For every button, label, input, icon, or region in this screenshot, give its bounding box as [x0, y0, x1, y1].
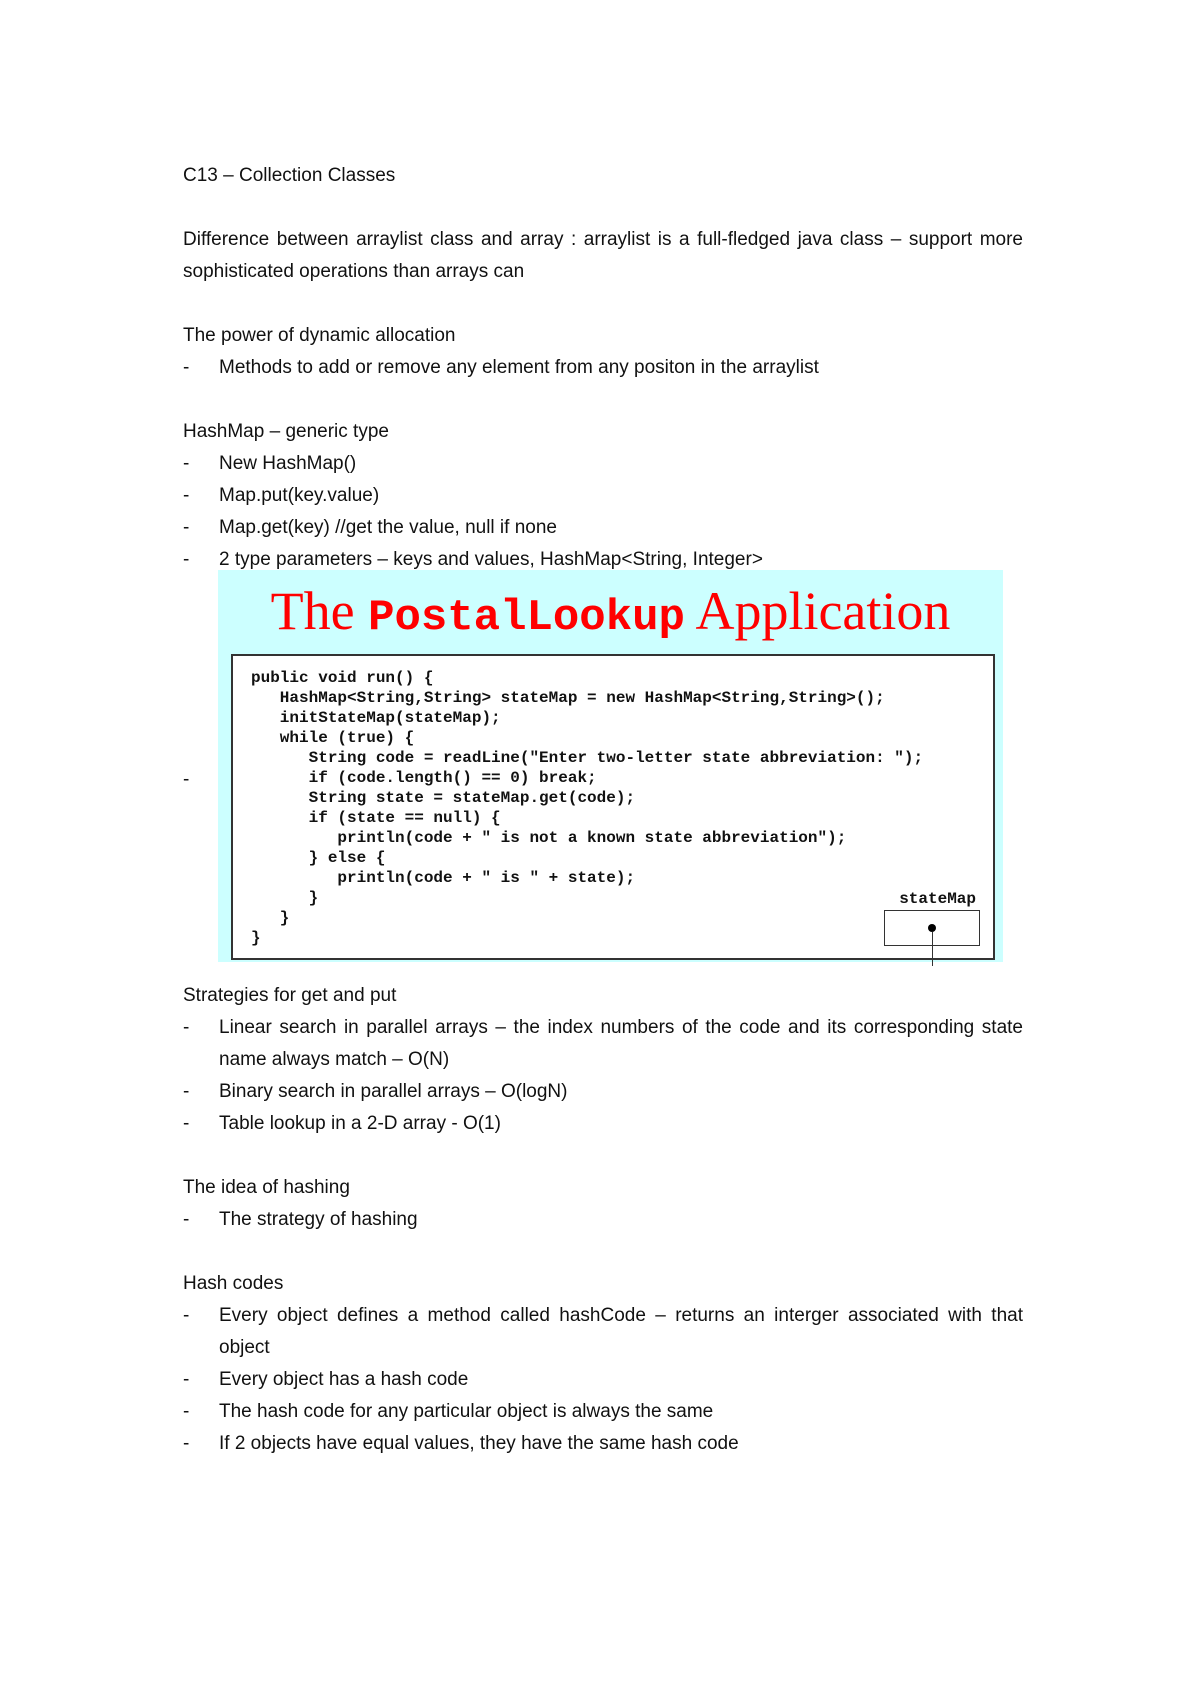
- section-heading-hash-codes: Hash codes: [183, 1273, 284, 1294]
- code-line: }: [251, 889, 319, 907]
- postal-lookup-figure: [218, 570, 1003, 962]
- section-heading-strategies: Strategies for get and put: [183, 985, 397, 1006]
- bullet-item: [183, 480, 1023, 512]
- bullet-dash: -: [183, 1369, 190, 1390]
- bullet-text: 2 type parameters – keys and values, HashMap<String, Integer>: [219, 549, 763, 570]
- bullet-item: [183, 1076, 1023, 1108]
- section-heading-hashmap: HashMap – generic type: [183, 421, 389, 442]
- code-line: public void run() {: [251, 669, 434, 687]
- bullet-item: [183, 1108, 1023, 1140]
- bullet-item: [183, 1428, 1023, 1460]
- bullet-item: [183, 448, 1023, 480]
- code-line: } else {: [251, 849, 386, 867]
- code-line: }: [251, 929, 261, 947]
- bullet-dash: -: [183, 517, 190, 538]
- bullet-dash: -: [183, 357, 190, 378]
- bullet-item: [183, 1364, 1023, 1396]
- bullet-item: [183, 1396, 1023, 1428]
- bullet-item: [183, 1012, 1023, 1076]
- code-line: String state = stateMap.get(code);: [251, 789, 636, 807]
- code-line: if (state == null) {: [251, 809, 501, 827]
- bullet-text: Methods to add or remove any element from any positon in the arraylist: [219, 357, 819, 378]
- figure-title: [218, 578, 1003, 651]
- bullet-text: Every object defines a method called hashCode – returns an interger associated with that object: [219, 1305, 1023, 1358]
- code-line: if (code.length() == 0) break;: [251, 769, 597, 787]
- bullet-text: The strategy of hashing: [219, 1209, 418, 1230]
- state-map-box: [884, 910, 980, 946]
- code-line: println(code + " is " + state);: [251, 869, 636, 887]
- page-title: C13 – Collection Classes: [183, 165, 396, 186]
- figure-title-prefix: The: [270, 581, 369, 641]
- bullet-item: [183, 1204, 1023, 1236]
- bullet-dash: -: [183, 453, 190, 474]
- reference-dot-icon: [928, 924, 936, 932]
- code-line: HashMap<String,String> stateMap = new HashMap<String,String>();: [251, 689, 885, 707]
- bullet-text: Linear search in parallel arrays – the index numbers of the code and its corresponding state name always match – O(N): [219, 1017, 1023, 1070]
- bullet-dash: -: [183, 1017, 190, 1038]
- bullet-text: Map.get(key) //get the value, null if none: [219, 517, 557, 538]
- code-line: }: [251, 909, 290, 927]
- code-listing: [231, 654, 995, 960]
- bullet-dash: -: [183, 1433, 190, 1454]
- bullet-item: [183, 352, 1023, 384]
- bullet-dash: -: [183, 1305, 190, 1326]
- figure-title-suffix: Application: [684, 581, 951, 641]
- intro-paragraph: Difference between arraylist class and array : arraylist is a full-fledged java class – support more sophisticated operations than arrays can: [183, 229, 1023, 282]
- bullet-dash: -: [183, 1401, 190, 1422]
- bullet-text: The hash code for any particular object is always the same: [219, 1401, 714, 1422]
- bullet-text: Map.put(key.value): [219, 485, 380, 506]
- bullet-text: New HashMap(): [219, 453, 357, 474]
- bullet-text: Binary search in parallel arrays – O(logN): [219, 1081, 568, 1102]
- code-line: initStateMap(stateMap);: [251, 709, 501, 727]
- figure-title-code: PostalLookup: [368, 593, 685, 643]
- code-line: while (true) {: [251, 729, 415, 747]
- code-line: String code = readLine("Enter two-letter state abbreviation: ");: [251, 749, 924, 767]
- bullet-dash: -: [183, 485, 190, 506]
- bullet-dash: -: [183, 769, 190, 790]
- reference-line: [932, 932, 933, 966]
- section-heading-hashing-idea: The idea of hashing: [183, 1177, 350, 1198]
- bullet-dash: -: [183, 549, 190, 570]
- bullet-item: [183, 1300, 1023, 1364]
- state-map-label: stateMap: [899, 890, 976, 908]
- bullet-text: Every object has a hash code: [219, 1369, 469, 1390]
- bullet-dash: -: [183, 1081, 190, 1102]
- bullet-dash: -: [183, 1209, 190, 1230]
- section-heading-dynamic-allocation: The power of dynamic allocation: [183, 325, 456, 346]
- code-line: println(code + " is not a known state abbreviation");: [251, 829, 847, 847]
- bullet-item: [183, 512, 1023, 544]
- bullet-text: Table lookup in a 2-D array - O(1): [219, 1113, 501, 1134]
- bullet-dash: -: [183, 1113, 190, 1134]
- bullet-text: If 2 objects have equal values, they have the same hash code: [219, 1433, 739, 1454]
